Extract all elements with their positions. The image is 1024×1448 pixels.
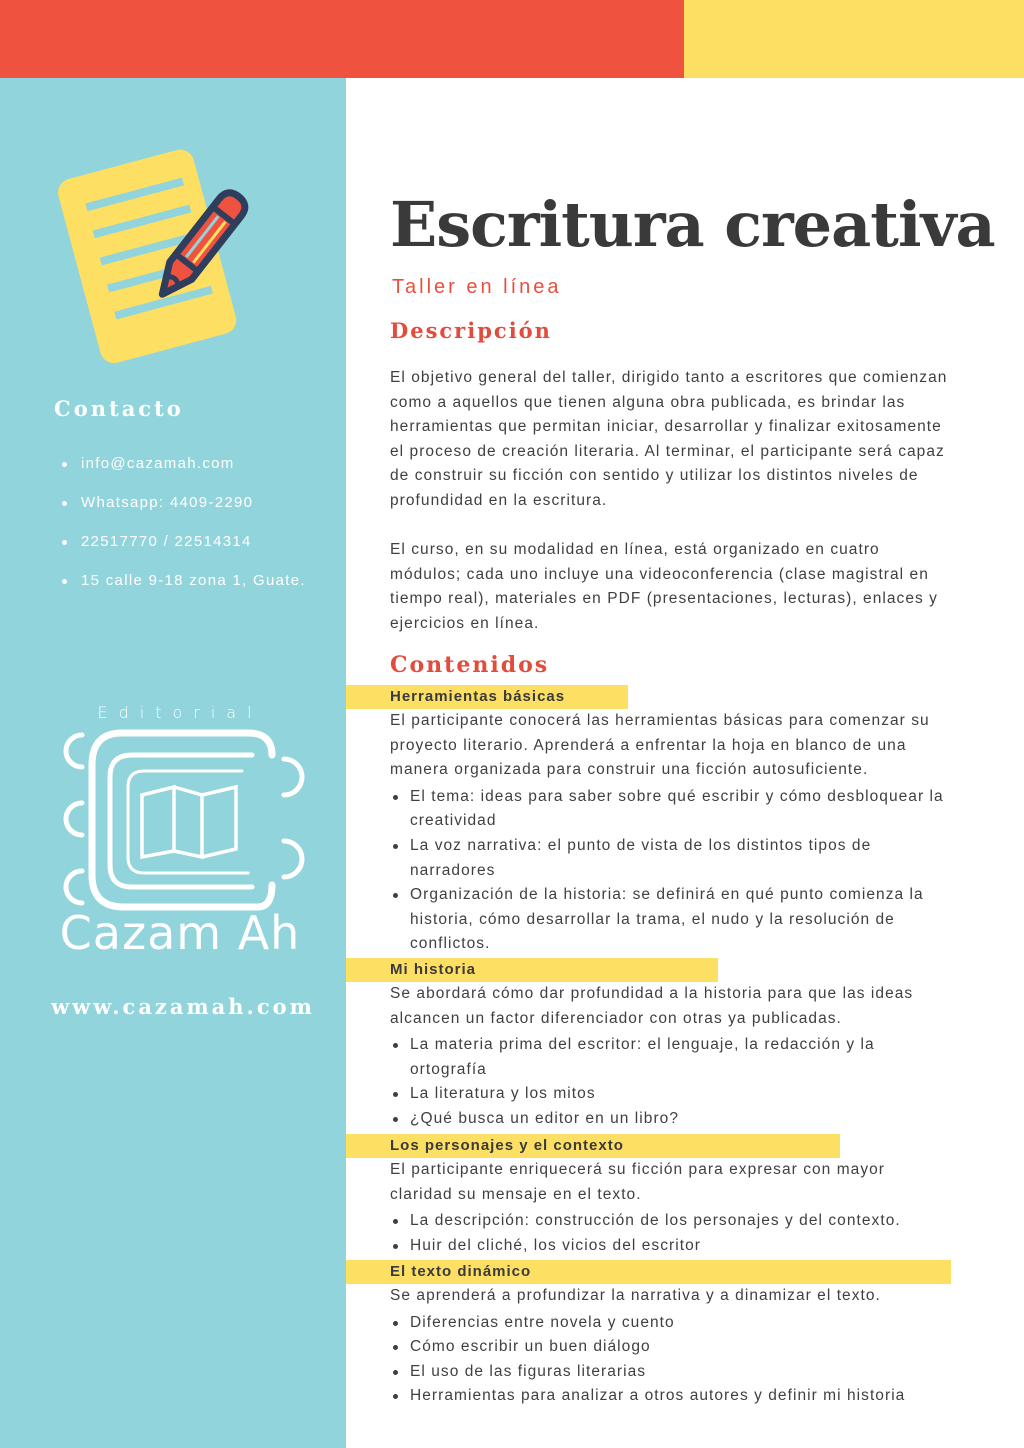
list-item: La literatura y los mitos bbox=[390, 1082, 950, 1107]
module-topics bbox=[390, 1209, 950, 1258]
list-item: La voz narrativa: el punto de vista de los distintos tipos de narradores bbox=[390, 834, 950, 883]
contact-email[interactable]: info@cazamah.com bbox=[62, 452, 306, 491]
top-bar-yellow bbox=[684, 0, 1024, 78]
open-book-logo-icon bbox=[52, 725, 312, 915]
module-topics bbox=[390, 785, 950, 957]
notepad-pencil-icon bbox=[50, 140, 290, 380]
module-herramientas-basicas bbox=[346, 685, 966, 957]
list-item: Diferencias entre novela y cuento bbox=[390, 1311, 950, 1336]
module-topics bbox=[390, 1311, 950, 1409]
contact-list bbox=[62, 452, 306, 608]
module-topics bbox=[390, 1033, 950, 1131]
module-title: Los personajes y el contexto bbox=[346, 1134, 840, 1158]
module-description: Se abordará cómo dar profundidad a la historia para que las ideas alcancen un factor diferenciador con otras ya publicadas. bbox=[390, 985, 914, 1027]
list-item: El uso de las figuras literarias bbox=[390, 1360, 950, 1385]
list-item: El tema: ideas para saber sobre qué escribir y cómo desbloquear la creatividad bbox=[390, 785, 950, 834]
top-bar-red bbox=[0, 0, 684, 78]
website-link[interactable]: www.cazamah.com bbox=[51, 994, 315, 1019]
page-subtitle: Taller en línea bbox=[392, 276, 562, 298]
description-heading: Descripción bbox=[390, 318, 552, 343]
module-title: Herramientas básicas bbox=[346, 685, 628, 709]
list-item: La descripción: construcción de los personajes y del contexto. bbox=[390, 1209, 950, 1234]
list-item: Cómo escribir un buen diálogo bbox=[390, 1335, 950, 1360]
contact-phones[interactable]: 22517770 / 22514314 bbox=[62, 530, 306, 569]
list-item: La materia prima del escritor: el lenguaje, la redacción y la ortografía bbox=[390, 1033, 950, 1082]
description-paragraph-1: El objetivo general del taller, dirigido tanto a escritores que comienzan como a aquellos que tienen alguna obra publicada, es brindar las herramientas que permitan iniciar, desarrollar y finalizar exitosamente el proceso de creación literaria. Al terminar, el participante será capaz de construir su ficción con sentido y utilizar los distintos niveles de profundidad en la escritura. bbox=[390, 369, 948, 509]
contact-address: 15 calle 9-18 zona 1, Guate. bbox=[62, 569, 306, 608]
list-item: Organización de la historia: se definirá en qué punto comienza la historia, cómo desarrollar la trama, el nudo y la resolución de conflictos. bbox=[390, 883, 950, 957]
logo-name: Cazam Ah bbox=[59, 906, 301, 960]
module-description: El participante conocerá las herramientas básicas para comenzar su proyecto literario. Aprenderá a enfrentar la hoja en blanco de una manera organizada para construir una ficción autosuficiente. bbox=[390, 712, 930, 779]
module-personajes-contexto bbox=[346, 1134, 966, 1258]
module-mi-historia bbox=[346, 958, 966, 1132]
module-title: El texto dinámico bbox=[346, 1260, 951, 1284]
logo-editorial-label: Editorial bbox=[97, 703, 263, 722]
page-title: Escritura creativa bbox=[390, 188, 995, 261]
contact-whatsapp[interactable]: Whatsapp: 4409-2290 bbox=[62, 491, 306, 530]
module-description: Se aprenderá a profundizar la narrativa y a dinamizar el texto. bbox=[390, 1287, 881, 1304]
list-item: Huir del cliché, los vicios del escritor bbox=[390, 1234, 950, 1259]
list-item: Herramientas para analizar a otros autores y definir mi historia bbox=[390, 1384, 950, 1409]
contents-heading: Contenidos bbox=[390, 652, 550, 678]
list-item: ¿Qué busca un editor en un libro? bbox=[390, 1107, 950, 1132]
module-title: Mi historia bbox=[346, 958, 718, 982]
description-paragraph-2: El curso, en su modalidad en línea, está organizado en cuatro módulos; cada uno incluye una videoconferencia (clase magistral en tiempo real), materiales en PDF (presentaciones, lecturas), enlaces y ejercicios en línea. bbox=[390, 541, 938, 632]
module-texto-dinamico bbox=[346, 1260, 966, 1409]
contact-heading: Contacto bbox=[54, 396, 184, 421]
module-description: El participante enriquecerá su ficción para expresar con mayor claridad su mensaje en el texto. bbox=[390, 1161, 886, 1203]
